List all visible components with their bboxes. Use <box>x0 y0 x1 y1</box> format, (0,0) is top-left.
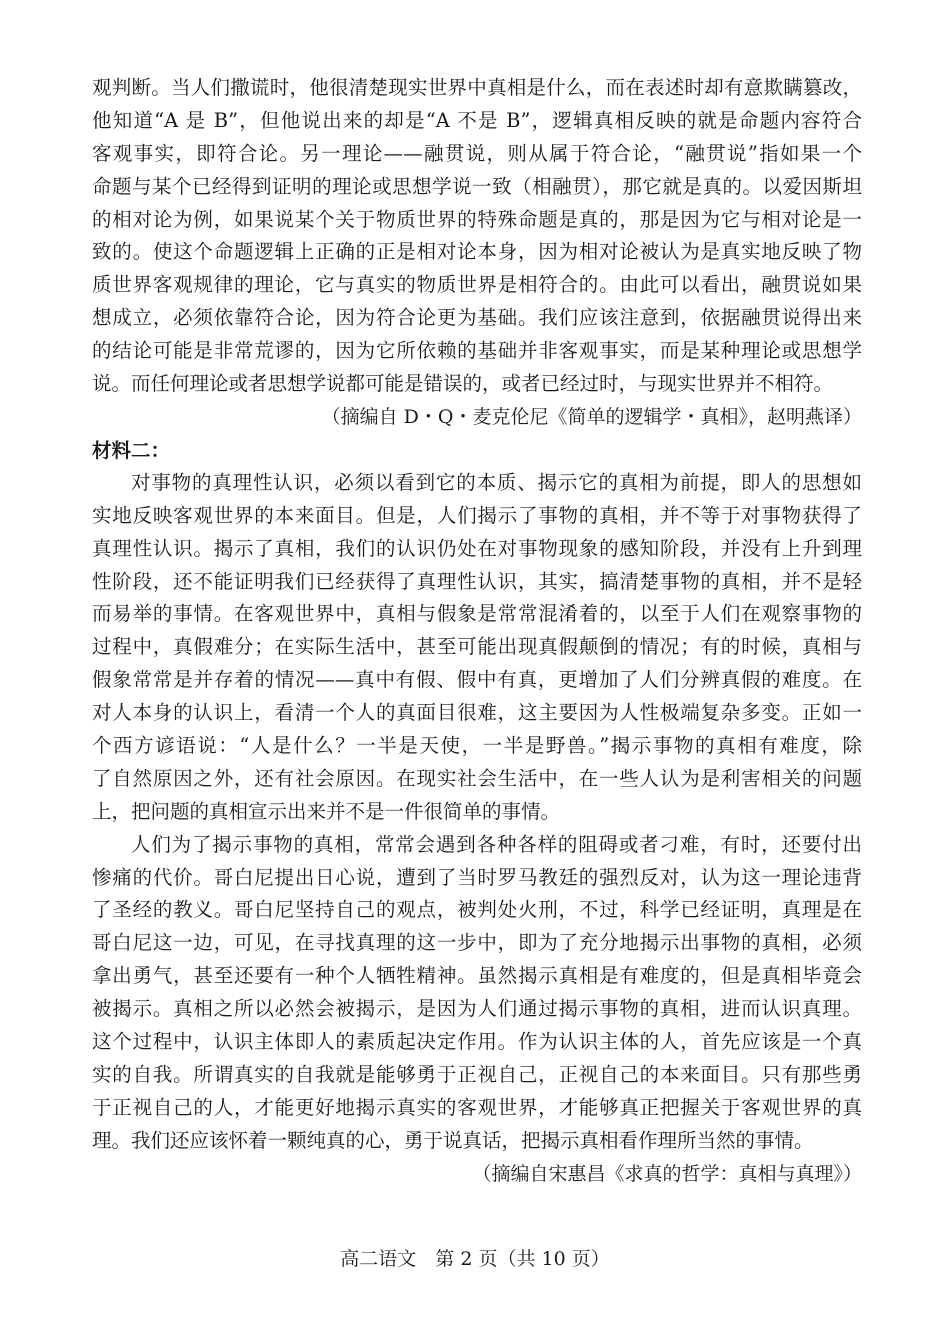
text-line: 实地反映客观世界的本来面目。但是，人们揭示了事物的真相，并不等于对事物获得了 <box>92 503 862 527</box>
text-line: 命题与某个已经得到证明的理论或思想学说一致（相融贯），那它就是真的。以爱因斯坦 <box>92 174 862 198</box>
material-two-paragraph-2 <box>92 829 862 1158</box>
text-line: 致的。使这个命题逻辑上正确的正是相对论本身，因为相对论被认为是真实地反映了物 <box>92 240 862 264</box>
text-line: 想成立，必须依靠符合论，因为符合论更为基础。我们应该注意到，依据融贯说得出来 <box>92 306 862 330</box>
text-line: 客观事实，即符合论。另一理论——融贯说，则从属于符合论，“融贯说”指如果一个 <box>92 141 862 165</box>
text-line: 了自然原因之外，还有社会原因。在现实社会生活中，在一些人认为是利害相关的问题 <box>92 766 862 790</box>
text-line: 人们为了揭示事物的真相，常常会遇到各种各样的阻碍或者刁难，有时，还要付出 <box>131 832 862 856</box>
material-two-paragraph-1 <box>92 467 862 829</box>
text-line: 对人本身的认识上，看清一个人的真面目很难，这主要因为人性极端复杂多变。正如一 <box>92 701 862 725</box>
text-line: 上，把问题的真相宣示出来并不是一件很简单的事情。 <box>92 799 561 823</box>
text-line: 对事物的真理性认识，必须以看到它的本质、揭示它的真相为前提，即人的思想如 <box>131 470 862 494</box>
text-line: 真理性认识。揭示了真相，我们的认识仍处在对事物现象的感知阶段，并没有上升到理 <box>92 536 862 560</box>
text-line: 个西方谚语说：“人是什么？一半是天使，一半是野兽。”揭示事物的真相有难度，除 <box>92 734 862 758</box>
text-line: 质世界客观规律的理论，它与真实的物质世界是相符合的。由此可以看出，融贯说如果 <box>92 273 862 297</box>
text-line: 假象常常是并存着的情况——真中有假、假中有真，更增加了人们分辨真假的难度。在 <box>92 668 862 692</box>
text-line: 被揭示。真相之所以必然会被揭示，是因为人们通过揭示事物的真相，进而认识真理。 <box>92 997 862 1021</box>
text-line: 这个过程中，认识主体即人的素质起决定作用。作为认识主体的人，首先应该是一个真 <box>92 1030 862 1054</box>
text-line: 拿出勇气，甚至还要有一种个人牺牲精神。虽然揭示真相是有难度的，但是真相毕竟会 <box>92 964 862 988</box>
material-one-text <box>92 72 862 401</box>
text-line: 他知道“A 是 B”，但他说出来的却是“A 不是 B”，逻辑真相反映的就是命题内容符合 <box>92 108 862 132</box>
text-line: 过程中，真假难分；在实际生活中，甚至可能出现真假颠倒的情况；有的时候，真相与 <box>92 635 862 659</box>
material-two-source: （摘编自宋惠昌《求真的哲学：真相与真理》） <box>472 1162 862 1185</box>
text-line: 的结论可能是非常荒谬的，因为它所依赖的基础并非客观事实，而是某种理论或思想学 <box>92 339 862 363</box>
material-two-heading: 材料二： <box>92 438 171 462</box>
text-line: 了圣经的教义。哥白尼坚持自己的观点，被判处火刑，不过，科学已经证明，真理是在 <box>92 898 862 922</box>
text-line: 观判断。当人们撒谎时，他很清楚现实世界中真相是什么，而在表述时却有意欺瞒篡改， <box>92 76 862 99</box>
text-line: 理。我们还应该怀着一颗纯真的心，勇于说真话，把揭示真相看作理所当然的事情。 <box>92 1128 814 1152</box>
text-line: 而易举的事情。在客观世界中，真相与假象是常常混淆着的，以至于人们在观察事物的 <box>92 602 862 626</box>
material-one-source: （摘编自 D・Q・麦克伦尼《简单的逻辑学・真相》，赵明燕译） <box>321 405 862 428</box>
text-line: 性阶段，还不能证明我们已经获得了真理性认识，其实，搞清楚事物的真相，并不是轻 <box>92 569 862 593</box>
text-line: 实的自我。所谓真实的自我就是能够勇于正视自己，正视自己的本来面目。只有那些勇 <box>92 1062 862 1086</box>
text-line: 于正视自己的人，才能更好地揭示真实的客观世界，才能够真正把握关于客观世界的真 <box>92 1095 862 1119</box>
text-line: 的相对论为例，如果说某个关于物质世界的特殊命题是真的，那是因为它与相对论是一 <box>92 207 862 231</box>
text-line: 哥白尼这一边，可见，在寻找真理的这一步中，即为了充分地揭示出事物的真相，必须 <box>92 931 862 955</box>
page-footer: 高二语文 第 2 页（共 10 页） <box>340 1248 610 1270</box>
text-line: 惨痛的代价。哥白尼提出日心说，遭到了当时罗马教廷的强烈反对，认为这一理论违背 <box>92 865 862 889</box>
text-line: 说。而任何理论或者思想学说都可能是错误的，或者已经过时，与现实世界并不相符。 <box>92 372 834 396</box>
page-body <box>92 72 862 1191</box>
